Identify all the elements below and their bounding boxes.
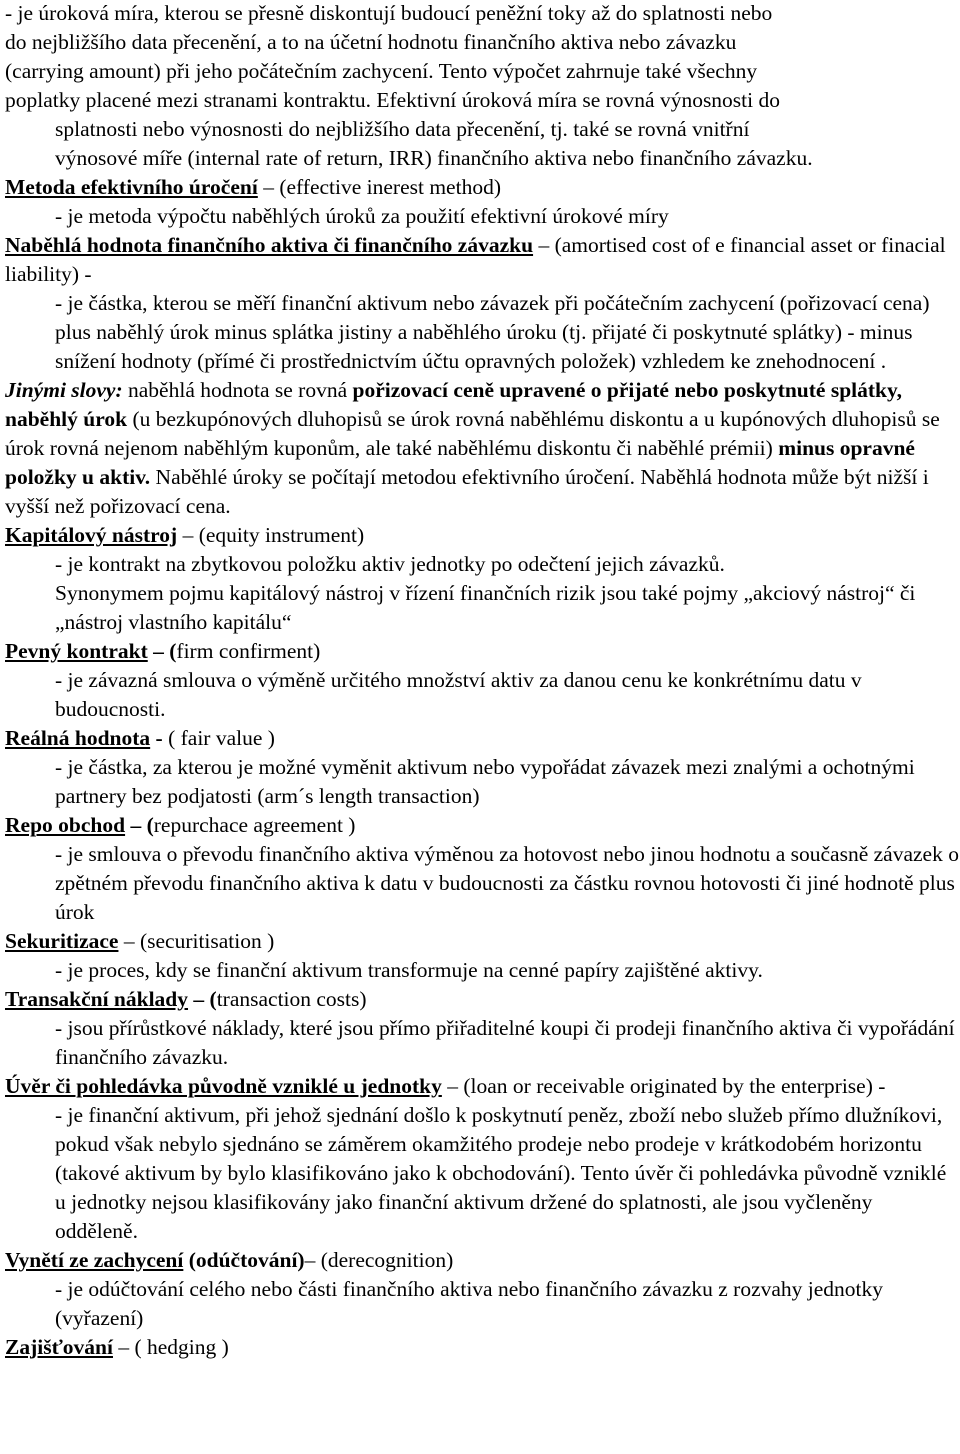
term-english: transaction costs) — [216, 987, 367, 1011]
term-title: Úvěr či pohledávka původně vzniklé u jednotky — [5, 1074, 442, 1098]
intro-line-2: do nejbližšího data přecenění, a to na účetní hodnotu finančního aktiva nebo závazku — [5, 30, 737, 54]
term-derecognition — [5, 1246, 960, 1275]
paragraph-in-other-words — [5, 376, 960, 521]
term-effective-interest-method — [5, 173, 960, 202]
term-title: Reálná hodnota — [5, 726, 151, 750]
intro-line-6: výnosové míře (internal rate of return, IRR) finančního aktiva nebo finančního závazku. — [55, 146, 813, 170]
term-loan-or-receivable — [5, 1072, 960, 1101]
term-title: Kapitálový nástroj — [5, 523, 178, 547]
lead-phrase: Jinými slovy: — [5, 378, 123, 402]
definition: - je částka, za kterou je možné vyměnit aktivum nebo vypořádat závazek mezi znalými a ochotnými partnery bez podjatosti (arm´s length transaction) — [55, 755, 915, 808]
term-dash: – ( — [147, 639, 177, 663]
definition: - je finanční aktivum, při jehož sjednání došlo k poskytnutí peněz, zboží nebo služeb přímo dlužníkovi, pokud však nebylo sjednáno se záměrem okamžitého prodeje nebo prodeje v krátkodobém horizontu (takové aktivum by bylo klasifikováno jako k obchodování). Tento úvěr či pohledávka původně vzniklé u jednotky nejsou klasifikovány jako finanční aktivum držené do splatnosti, ale jsou vyčleněny odděleně. — [55, 1103, 947, 1243]
term-english: – ( hedging ) — [112, 1335, 229, 1359]
term-title: Zajišťování — [5, 1335, 113, 1359]
text-part: (u bezkupónových dluhopisů se úrok rovná naběhlému diskontu a u kupónových dluhopisů se úrok rovná nejenom naběhlým kuponům, ale také naběhlému diskontu či naběhlé prémii) — [5, 407, 940, 460]
term-securitisation — [5, 927, 960, 956]
term-title: Naběhlá hodnota finančního aktiva či finančního závazku — [5, 233, 534, 257]
term-english: ( fair value ) — [168, 726, 275, 750]
term-english: – (derecognition) — [304, 1248, 454, 1272]
definition: - je odúčtování celého nebo části finančního aktiva nebo finančního závazku z rozvahy jednotky (vyřazení) — [55, 1277, 884, 1330]
term-title: Metoda efektivního úročení — [5, 175, 258, 199]
term-title-suffix: (odúčtování) — [183, 1248, 305, 1272]
bold-part: minus opravné položky u aktiv. — [5, 436, 915, 489]
definition: - je kontrakt na zbytkovou položku aktiv jednotky po odečtení jejich závazků. — [55, 552, 725, 576]
term-english: – (equity instrument) — [177, 523, 365, 547]
term-amortised-cost — [5, 231, 960, 289]
term-title: Repo obchod — [5, 813, 126, 837]
intro-line-4: poplatky placené mezi stranami kontraktu. Efektivní úroková míra se rovná výnosnosti do — [5, 88, 780, 112]
term-transaction-costs — [5, 985, 960, 1014]
term-firm-commitment — [5, 637, 960, 666]
term-dash: – ( — [125, 813, 154, 837]
text-part: Naběhlé úroky se počítají metodou efektivního úročení. Naběhlá hodnota může být nižší i vyšší než pořizovací cena. — [5, 465, 929, 518]
intro-line-5: splatnosti nebo výnosnosti do nejbližšího data přecenění, tj. také se rovná vnitřní — [55, 117, 750, 141]
definition: - je částka, kterou se měří finanční aktivum nebo závazek při počátečním zachycení (pořizovací cena) plus naběhlý úrok minus splátka jistiny a naběhlého úroku (tj. přijaté či poskytnuté splátky) - minus snížení hodnoty (přímé či prostřednictvím účtu opravných položek) vzhledem ke znehodnocení . — [55, 291, 930, 373]
term-english: – (effective inerest method) — [257, 175, 501, 199]
definition: - je metoda výpočtu naběhlých úroků za použití efektivní úrokové míry — [55, 204, 669, 228]
term-dash: – ( — [188, 987, 217, 1011]
document-body — [5, 0, 960, 1362]
term-title: Pevný kontrakt — [5, 639, 148, 663]
term-title: Sekuritizace — [5, 929, 119, 953]
term-english: – (amortised cost of e financial asset or finacial liability) - — [5, 233, 946, 286]
definition: - jsou přírůstkové náklady, které jsou přímo přiřaditelné koupi či prodeji finančního aktiva či vypořádání finančního závazku. — [55, 1016, 955, 1069]
term-equity-instrument — [5, 521, 960, 550]
term-title: Transakční náklady — [5, 987, 189, 1011]
term-repurchase-agreement — [5, 811, 960, 840]
term-english: firm confirment) — [176, 639, 321, 663]
intro-line-3: (carrying amount) při jeho počátečním zachycení. Tento výpočet zahrnuje také všechny — [5, 59, 758, 83]
text-part: naběhlá hodnota se rovná — [122, 378, 353, 402]
term-english: – (loan or receivable originated by the enterprise) - — [441, 1074, 886, 1098]
definition: - je závazná smlouva o výměně určitého množství aktiv za danou cenu ke konkrétnímu datu v budoucnosti. — [55, 668, 862, 721]
term-fair-value — [5, 724, 960, 753]
bold-part: pořizovací ceně upravené o přijaté nebo poskytnuté splátky, naběhlý úrok — [5, 378, 902, 431]
intro-line-1: - je úroková míra, kterou se přesně diskontují budoucí peněžní toky až do splatnosti nebo — [5, 1, 773, 25]
term-english: repurchace agreement ) — [153, 813, 356, 837]
term-hedging — [5, 1333, 960, 1362]
definition: Synonymem pojmu kapitálový nástroj v řízení finančních rizik jsou také pojmy „akciový nástroj“ či „nástroj vlastního kapitálu“ — [55, 581, 916, 634]
term-dash: - — [150, 726, 169, 750]
term-english: – (securitisation ) — [118, 929, 275, 953]
definition: - je proces, kdy se finanční aktivum transformuje na cenné papíry zajištěné aktivy. — [55, 958, 763, 982]
definition: - je smlouva o převodu finančního aktiva výměnou za hotovost nebo jinou hodnotu a současně závazek o zpětném převodu finančního aktiva k datu v budoucnosti za částku rovnou hotovosti či jiné hodnotě plus úrok — [55, 842, 959, 924]
term-title: Vynětí ze zachycení — [5, 1248, 184, 1272]
